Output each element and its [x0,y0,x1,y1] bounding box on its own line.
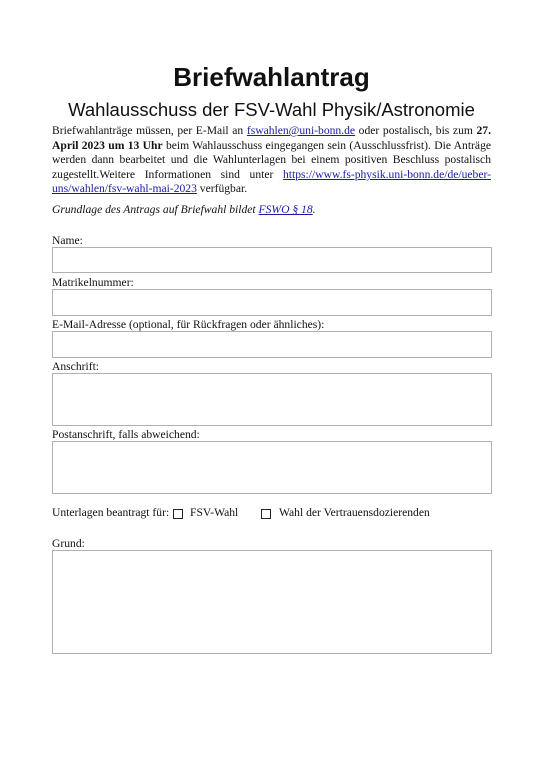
intro-text-1: Briefwahlanträge müssen, per E-Mail an [52,124,247,137]
reason-label: Grund: [52,537,85,550]
email-link[interactable]: fswahlen@uni-bonn.de [246,124,356,137]
intro-paragraph [52,124,491,197]
fswo-link[interactable]: FSWO § 18 [258,203,313,216]
vertrauensdozierende-option-label: Wahl der Vertrauensdozierenden [279,506,430,519]
email-label: E-Mail-Adresse (optional, für Rückfragen oder ähnliches): [52,318,325,331]
deadline-time: um 13 Uhr [108,138,163,152]
intro-text-4: beim Wahlausschuss eingegangen sein (Ausschlussfrist). Die Anträge werden dann bearbeitet und die Wahlunterlagen bei einem positiven Beschluss postalisch zugestellt.Weitere Informationen sind unter [52,138,492,181]
postal-address-field[interactable] [52,441,492,494]
intro-text-5: verfügbar. [196,182,248,196]
address-label: Anschrift: [52,360,100,373]
page-subtitle: Wahlausschuss der FSV-Wahl Physik/Astronomie [68,99,475,120]
basis-end: . [312,203,316,216]
postal-address-label: Postanschrift, falls abweichend: [52,428,200,441]
name-label: Name: [52,234,83,247]
fsv-wahl-option-label: FSV-Wahl [190,506,239,519]
reason-field[interactable] [52,550,492,654]
vertrauensdozierende-checkbox[interactable] [261,509,271,519]
matrikel-field[interactable] [52,289,492,316]
fsv-wahl-checkbox[interactable] [173,509,183,519]
request-label: Unterlagen beantragt für: [52,506,170,519]
matrikel-label: Matrikelnummer: [52,276,134,289]
page-title: Briefwahlantrag [173,62,370,92]
email-field[interactable] [52,331,492,358]
basis-text: Grundlage des Antrags auf Briefwahl bildet [52,203,259,216]
name-field[interactable] [52,247,492,273]
deadline-date: 27. April 2023 [52,124,491,152]
info-url-link[interactable]: https://www.fs-physik.uni-bonn.de/de/ueber-uns/wahlen/fsv-wahl-mai-2023 [52,167,491,196]
intro-text-2: oder postalisch, bis zum [355,124,477,137]
address-field[interactable] [52,373,492,426]
legal-basis-note [52,203,491,218]
